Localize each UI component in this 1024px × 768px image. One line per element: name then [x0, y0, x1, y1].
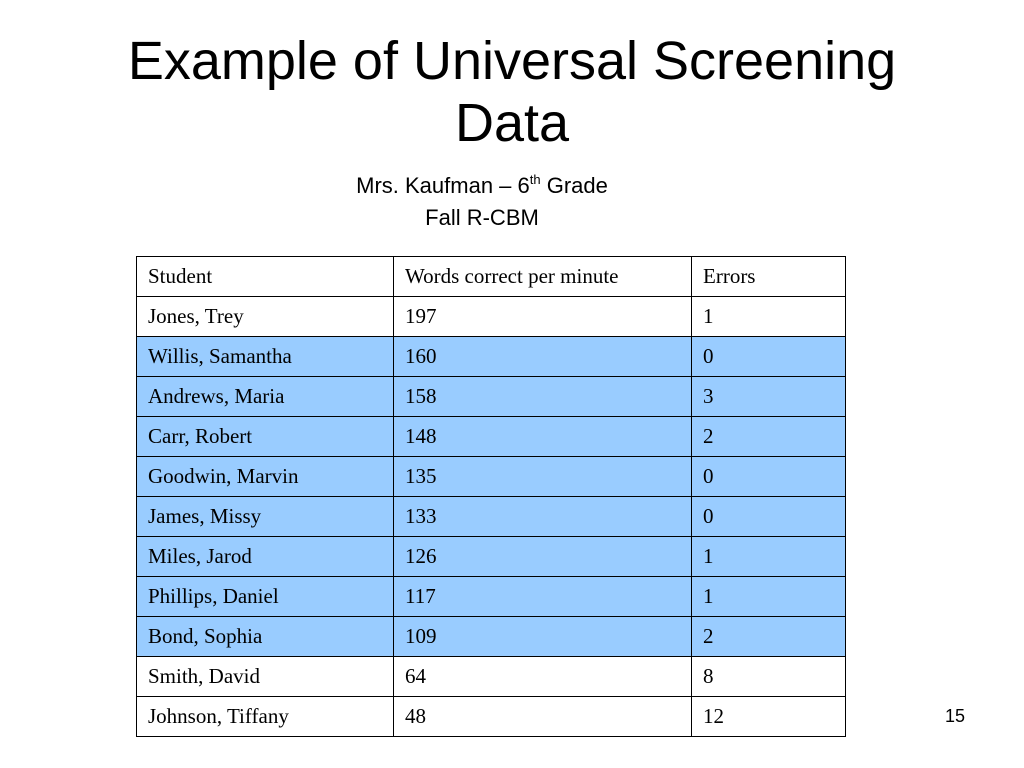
slide-title	[0, 30, 1024, 154]
cell-student: Bond, Sophia	[137, 617, 394, 657]
cell-student: Jones, Trey	[137, 297, 394, 337]
cell-student: Willis, Samantha	[137, 337, 394, 377]
slide-title-line-1: Example of Universal Screening	[127, 31, 897, 91]
cell-words-correct-per-minute: 148	[394, 417, 692, 457]
table-body	[137, 257, 846, 737]
cell-words-correct-per-minute: 160	[394, 337, 692, 377]
table-header-row	[137, 257, 846, 297]
cell-errors: 1	[692, 577, 846, 617]
table-row	[137, 417, 846, 457]
cell-student: Johnson, Tiffany	[137, 697, 394, 737]
subtitle-teacher-line	[0, 170, 964, 202]
cell-student: Smith, David	[137, 657, 394, 697]
slide-subtitle	[0, 170, 964, 234]
cell-errors: 2	[692, 417, 846, 457]
cell-errors: 8	[692, 657, 846, 697]
table-row	[137, 337, 846, 377]
slide-title-line-2: Data	[454, 93, 570, 153]
cell-words-correct-per-minute: 117	[394, 577, 692, 617]
table-row	[137, 657, 846, 697]
cell-words-correct-per-minute: 126	[394, 537, 692, 577]
table-row	[137, 497, 846, 537]
subtitle-grade-word: Grade	[540, 173, 608, 198]
table-row	[137, 577, 846, 617]
table-row	[137, 537, 846, 577]
header-words-correct-per-minute: Words correct per minute	[394, 257, 692, 297]
header-errors: Errors	[692, 257, 846, 297]
cell-words-correct-per-minute: 158	[394, 377, 692, 417]
cell-errors: 0	[692, 497, 846, 537]
table-row	[137, 297, 846, 337]
cell-words-correct-per-minute: 109	[394, 617, 692, 657]
table-row	[137, 377, 846, 417]
cell-words-correct-per-minute: 135	[394, 457, 692, 497]
subtitle-teacher: Mrs. Kaufman – 6	[356, 173, 530, 198]
table-row	[137, 697, 846, 737]
cell-errors: 12	[692, 697, 846, 737]
cell-errors: 1	[692, 297, 846, 337]
cell-errors: 0	[692, 457, 846, 497]
cell-student: Goodwin, Marvin	[137, 457, 394, 497]
cell-student: James, Missy	[137, 497, 394, 537]
cell-student: Andrews, Maria	[137, 377, 394, 417]
cell-errors: 2	[692, 617, 846, 657]
cell-student: Phillips, Daniel	[137, 577, 394, 617]
cell-errors: 0	[692, 337, 846, 377]
header-student: Student	[137, 257, 394, 297]
subtitle-grade-suffix: th	[529, 172, 541, 187]
cell-words-correct-per-minute: 133	[394, 497, 692, 537]
cell-student: Carr, Robert	[137, 417, 394, 457]
table-row	[137, 617, 846, 657]
page-number: 15	[944, 706, 966, 726]
cell-errors: 1	[692, 537, 846, 577]
cell-words-correct-per-minute: 48	[394, 697, 692, 737]
cell-words-correct-per-minute: 197	[394, 297, 692, 337]
subtitle-assessment: Fall R-CBM	[425, 205, 539, 230]
cell-errors: 3	[692, 377, 846, 417]
cell-student: Miles, Jarod	[137, 537, 394, 577]
table-row	[137, 457, 846, 497]
cell-words-correct-per-minute: 64	[394, 657, 692, 697]
screening-data-table	[136, 256, 846, 737]
